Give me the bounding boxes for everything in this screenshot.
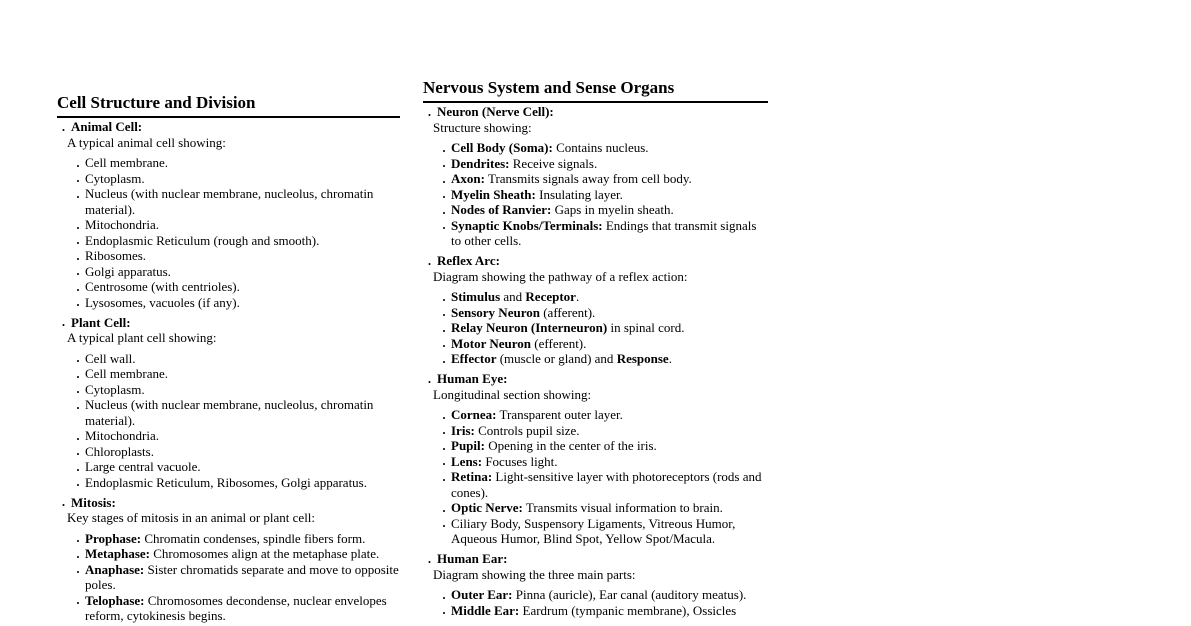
list-item-text: Insulating layer.	[535, 186, 623, 202]
list-item	[85, 531, 400, 547]
list-item-text: Transmits signals away from cell body.	[484, 171, 692, 186]
list-item-term: Nodes of Ranvier:	[451, 202, 552, 217]
list-item-text: Ciliary Body, Suspensory Ligaments, Vitreous Humor, Aqueous Humor, Blind Spot, Yellow Spot/Macula.	[451, 515, 736, 546]
topic-heading: • Mitosis:	[57, 495, 400, 511]
list-item-text: Chromatin condenses, spindle fibers form.	[141, 530, 366, 546]
list-item-text: Nucleus (with nuclear membrane, nucleolus, chromatin material).	[85, 397, 374, 428]
list-item	[85, 155, 400, 171]
list-item-term: Retina:	[451, 469, 493, 484]
topic-intro: Longitudinal section showing:	[433, 386, 592, 402]
topic-item-list	[57, 155, 400, 310]
list-item-text: Light-sensitive layer with photoreceptors (rods and cones).	[451, 469, 762, 500]
list-item	[85, 428, 400, 444]
list-item	[451, 603, 768, 619]
topic-intro: Key stages of mitosis in an animal or plant cell:	[67, 510, 316, 525]
list-item-text: Focuses light.	[482, 453, 558, 469]
topic-item-list	[423, 407, 768, 547]
list-item	[451, 202, 768, 218]
list-item-text: Endoplasmic Reticulum, Ribosomes, Golgi apparatus.	[85, 474, 367, 490]
list-item	[85, 171, 400, 187]
list-item	[451, 407, 768, 423]
list-item-term: Relay Neuron (Interneuron)	[451, 320, 608, 335]
list-item-text: Endings that transmit signals to other cells.	[451, 217, 757, 248]
list-item-text: Chromosomes align at the metaphase plate.	[150, 546, 380, 561]
topic-heading: • Human Ear:	[423, 551, 768, 567]
list-item-text: Mitochondria.	[85, 428, 160, 443]
topic-heading: • Neuron (Nerve Cell):	[423, 104, 768, 120]
topic-section	[57, 119, 400, 310]
list-item	[85, 264, 400, 280]
list-item	[85, 233, 400, 249]
list-item	[451, 587, 768, 603]
list-item	[451, 305, 768, 321]
list-item	[85, 475, 400, 491]
list-item-text: Chloroplasts.	[85, 443, 154, 459]
list-item-term: Axon:	[451, 171, 485, 186]
topic-section	[57, 315, 400, 491]
list-item	[451, 351, 768, 367]
list-item	[451, 423, 768, 439]
column-title-nervous-system: Nervous System and Sense Organs	[423, 78, 768, 103]
list-item-term: Myelin Sheath:	[451, 186, 536, 202]
list-item	[85, 382, 400, 398]
list-item-term: Sensory Neuron	[451, 304, 540, 320]
list-item-term: Optic Nerve:	[451, 500, 523, 515]
list-item-term: Anaphase:	[85, 561, 145, 577]
list-item	[85, 593, 400, 624]
list-item-text: Controls pupil size.	[474, 422, 580, 438]
list-item-term: Iris:	[451, 422, 475, 438]
topic-section	[423, 551, 768, 618]
list-item	[85, 397, 400, 428]
topic-heading: • Animal Cell:	[57, 119, 400, 135]
list-item-text: Receive signals.	[509, 155, 598, 171]
list-item-text: and	[500, 289, 526, 304]
topic-heading: • Reflex Arc:	[423, 253, 768, 269]
list-item-text: Pinna (auricle), Ear canal (auditory meatus).	[512, 587, 747, 602]
list-item-text: Lysosomes, vacuoles (if any).	[85, 294, 240, 310]
topic-section	[423, 253, 768, 367]
topic-item-list	[57, 531, 400, 624]
list-item	[85, 562, 400, 593]
column-nervous-system	[423, 78, 768, 623]
list-item-text: Cytoplasm.	[85, 170, 145, 186]
list-item-text: Transparent outer layer.	[496, 407, 623, 422]
list-item	[451, 156, 768, 172]
topic-section	[423, 104, 768, 249]
list-item-text: Large central vacuole.	[85, 459, 201, 474]
list-item	[85, 295, 400, 311]
list-item-term: Receptor	[525, 289, 576, 304]
list-item	[451, 454, 768, 470]
topic-item-list	[423, 587, 768, 618]
list-item-text: (muscle or gland) and	[496, 351, 617, 366]
list-item-term: Cornea:	[451, 407, 497, 422]
topic-intro: A typical plant cell showing:	[67, 330, 217, 345]
list-item-text: Cell wall.	[85, 350, 136, 366]
list-item	[451, 336, 768, 352]
list-item	[85, 444, 400, 460]
list-item	[85, 546, 400, 562]
list-item-text: Transmits visual information to brain.	[522, 500, 723, 515]
topic-intro: Diagram showing the pathway of a reflex action:	[433, 268, 688, 284]
list-item	[451, 289, 768, 305]
column-body	[57, 119, 400, 624]
list-item-text: Gaps in myelin sheath.	[551, 202, 674, 217]
list-item	[451, 469, 768, 500]
list-item-term: Middle Ear:	[451, 602, 520, 618]
list-item-term: Lens:	[451, 453, 483, 469]
list-item	[451, 516, 768, 547]
topic-heading: • Human Eye:	[423, 371, 768, 387]
list-item	[85, 279, 400, 295]
list-item-text: in spinal cord.	[607, 320, 685, 335]
column-title-cell-structure: Cell Structure and Division	[57, 93, 400, 118]
topic-intro: A typical animal cell showing:	[67, 134, 226, 150]
list-item-term: Dendrites:	[451, 155, 510, 171]
topic-intro: Structure showing:	[433, 119, 532, 135]
list-item	[85, 366, 400, 382]
topic-section	[423, 371, 768, 547]
list-item	[451, 171, 768, 187]
list-item-text: Eardrum (tympanic membrane), Ossicles	[519, 602, 737, 618]
list-item-text: (afferent).	[539, 304, 596, 320]
list-item-term: Effector	[451, 351, 497, 366]
list-item-text: Sister chromatids separate and move to opposite poles.	[85, 561, 399, 592]
list-item	[451, 140, 768, 156]
list-item-text: Cytoplasm.	[85, 381, 145, 397]
list-item-term: Motor Neuron	[451, 335, 532, 351]
list-item-text: (efferent).	[531, 335, 587, 351]
list-item-term: Pupil:	[451, 438, 485, 453]
list-item-text: Nucleus (with nuclear membrane, nucleolus, chromatin material).	[85, 186, 374, 217]
list-item-term: Stimulus	[451, 289, 501, 304]
list-item	[451, 500, 768, 516]
list-item	[451, 438, 768, 454]
list-item-term: Synaptic Knobs/Terminals:	[451, 217, 603, 233]
list-item-text: Mitochondria.	[85, 217, 160, 232]
topic-item-list	[423, 140, 768, 249]
column-body	[423, 104, 768, 618]
list-item-text: Chromosomes decondense, nuclear envelopes reform, cytokinesis begins.	[85, 592, 387, 623]
topic-section	[57, 495, 400, 624]
list-item	[85, 248, 400, 264]
topic-item-list	[423, 289, 768, 367]
list-item-text: Cell membrane.	[85, 155, 169, 170]
list-item	[85, 351, 400, 367]
list-item-term: Cell Body (Soma):	[451, 140, 553, 155]
list-item-term: Metaphase:	[85, 546, 150, 561]
list-item	[85, 217, 400, 233]
topic-item-list	[57, 351, 400, 491]
list-item-text: Cell membrane.	[85, 366, 169, 381]
list-item-term: Response	[616, 351, 669, 366]
list-item-term: Prophase:	[85, 530, 142, 546]
topic-intro: Diagram showing the three main parts:	[433, 566, 636, 582]
column-cell-structure	[57, 93, 400, 626]
list-item-text: Opening in the center of the iris.	[484, 438, 657, 453]
list-item-text: Centrosome (with centrioles).	[85, 279, 240, 294]
list-item-term: Outer Ear:	[451, 587, 513, 602]
list-item-text: Golgi apparatus.	[85, 263, 171, 279]
list-item-text: Endoplasmic Reticulum (rough and smooth).	[85, 232, 320, 248]
list-item-term: Telophase:	[85, 592, 145, 608]
list-item	[451, 187, 768, 203]
list-item	[451, 218, 768, 249]
list-item-text: .	[575, 289, 580, 304]
list-item-text: Contains nucleus.	[552, 140, 649, 155]
topic-heading: • Plant Cell:	[57, 315, 400, 331]
list-item	[85, 186, 400, 217]
list-item-text: .	[668, 351, 672, 366]
list-item-text: Ribosomes.	[85, 248, 147, 263]
list-item	[451, 320, 768, 336]
list-item	[85, 459, 400, 475]
